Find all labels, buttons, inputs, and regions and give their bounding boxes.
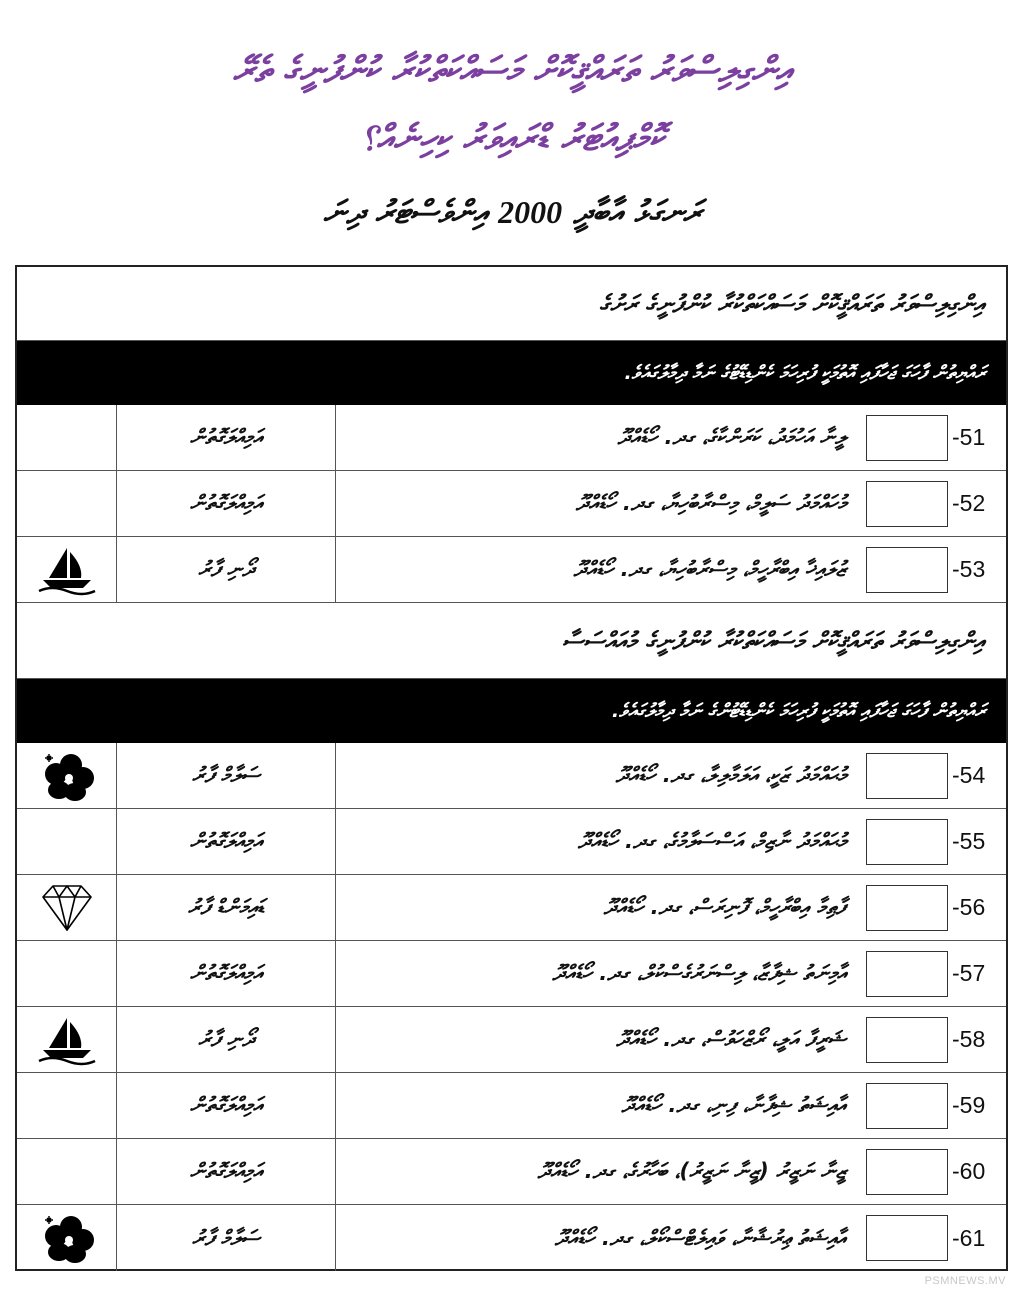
candidate-affiliation: ދޯނި ފާރު (117, 537, 336, 602)
vote-checkbox[interactable] (866, 819, 948, 865)
candidate-name: ޒުލައިޚާ އިބްރާހީމް، މިސްރާބުހިޔާ، ގދ. ހޯޑެއްދޫ (573, 557, 846, 581)
candidate-name: ޒީނާ ނަޒީރު (ޒީނާ ނަޒީރު)، ބަހާރުގެ، ގދ. ހޯޑެއްދޫ (537, 1159, 846, 1183)
section-2-instruction: ރައްޔިތުން ފާހަގަ ޖަހާފައި އޮތުމަކީ ފުރިހަމަ ކެންޑިޑޭޓުންގެ ނަމާ ދިމާލުގައެވެ. (17, 679, 1006, 743)
candidate-name: މުޙައްމަދު ނާޒިމް، އަސްސަލާމުގެ، ގދ. ހޯޑެއްދޫ (578, 829, 846, 853)
candidate-row (17, 471, 1006, 537)
vote-checkbox[interactable] (866, 415, 948, 461)
candidate-number: - 56 (952, 894, 986, 920)
candidate-name: މުހައްމަދު ސަލީމް، މިސްރާބުހިޔާ، ގދ. ހޯޑެއްދޫ (575, 491, 846, 515)
candidate-number: - 59 (952, 1092, 986, 1118)
candidate-affiliation: ޑައިމަންޑް ފާރު (117, 875, 336, 940)
ballot-sheet (15, 265, 1008, 1271)
section-2-heading: އިންގިލިސްވަރު ތަރައްޤީކޮށް މަސައްކަތްކުރާ ކުންފުނީގެ މުއައްސަސާ (17, 603, 1006, 679)
candidate-affiliation: އަމިއްލަގޮތުން (117, 405, 336, 470)
vote-checkbox[interactable] (866, 1083, 948, 1129)
vote-checkbox[interactable] (866, 1017, 948, 1063)
page-title: އިންގިލިސްވަރު ތަރައްޤީކޮށް މަސައްކަތްކުރާ ކުންފުނީގެ ތެރޭ (232, 50, 792, 91)
candidate-row (17, 941, 1006, 1007)
vote-checkbox[interactable] (866, 547, 948, 593)
symbol-cell (17, 1073, 117, 1138)
candidate-row (17, 1073, 1006, 1139)
section-1-instruction: ރައްޔިތުން ފާހަގަ ޖަހާފައި އޮތުމަކީ ފުރިހަމަ ކެންޑިޑޭޓުގެ ނަމާ ދިމާލުގައެވެ. (17, 341, 1006, 405)
subtitle-number: 2000 (498, 194, 563, 230)
vote-checkbox[interactable] (866, 951, 948, 997)
candidate-number: - 52 (952, 490, 986, 516)
candidate-row (17, 405, 1006, 471)
section-1-heading: އިންގިލިސްވަރު ތަރައްޤީކޮށް މަސައްކަތްކުރާ ކުންފުނީގެ ރަށުގެ (17, 267, 1006, 341)
diamond-icon (39, 883, 95, 933)
candidate-affiliation: ދޯނި ފާރު (117, 1007, 336, 1072)
candidate-affiliation: އަމިއްލަގޮތުން (117, 809, 336, 874)
symbol-cell (17, 471, 117, 536)
candidate-affiliation: އަމިއްލަގޮތުން (117, 1073, 336, 1138)
symbol-cell (17, 1205, 117, 1271)
symbol-cell (17, 875, 117, 940)
candidate-number: - 55 (952, 828, 986, 854)
candidate-number: - 53 (952, 556, 986, 582)
candidate-number: - 54 (952, 762, 986, 788)
candidate-name: އާއިޝަތު ޢިރުޝާނާ، ވައިލެޓްސްކޯލް، ގދ. ހޯޑެއްދޫ (554, 1225, 846, 1250)
watermark: PSMNEWS.MV (924, 1275, 1006, 1287)
candidate-affiliation: އަމިއްލަގޮތުން (117, 1139, 336, 1204)
page-title-line2: ކޮމްޕިއުޓަރު ޑްރައިވަރު ކިހިނެއް؟ (360, 118, 664, 159)
hibiscus-icon (39, 1212, 95, 1264)
candidate-name: ފާޠިމާ އިބްރާހީމް، ފޮނިރަސް، ގދ. ހޯޑެއްދޫ (603, 895, 846, 919)
candidate-affiliation: ސަލާމް ފާރު (117, 1205, 336, 1271)
candidate-affiliation: ސަލާމް ފާރު (117, 743, 336, 808)
page-subtitle (0, 193, 1024, 232)
symbol-cell (17, 537, 117, 602)
candidate-row (17, 1205, 1006, 1271)
vote-checkbox[interactable] (866, 885, 948, 931)
candidate-affiliation: އަމިއްލަގޮތުން (117, 941, 336, 1006)
vote-checkbox[interactable] (866, 1149, 948, 1195)
boat-icon (37, 544, 97, 596)
vote-checkbox[interactable] (866, 481, 948, 527)
candidate-affiliation: އަމިއްލަގޮތުން (117, 471, 336, 536)
candidate-name: އާމިނަތު ޝިފާޒާ، ލިސްނަރުގެސްކުލް، ގދ. ހޯޑެއްދޫ (552, 961, 846, 985)
candidate-number: - 57 (952, 960, 986, 986)
boat-icon (37, 1014, 97, 1066)
candidate-name: ލީނާ އަހުމަދު، ކަރަންކާގެ، ގދ. ހޯޑެއްދޫ (617, 425, 846, 449)
symbol-cell (17, 1139, 117, 1204)
symbol-cell (17, 809, 117, 874)
subtitle-prefix: ރަނގަޅު އާބާދީ (573, 193, 701, 231)
vote-checkbox[interactable] (866, 753, 948, 799)
candidate-number: - 60 (952, 1158, 986, 1184)
candidate-row (17, 1007, 1006, 1073)
symbol-cell (17, 743, 117, 808)
candidate-number: - 58 (952, 1026, 986, 1052)
symbol-cell (17, 941, 117, 1006)
symbol-cell (17, 405, 117, 470)
candidate-row (17, 1139, 1006, 1205)
hibiscus-icon (39, 750, 95, 802)
candidate-name: ޝަރީފާ އަލީ، ރޯޒްހަވުސް، ގދ. ހޯޑެއްދޫ (616, 1027, 846, 1051)
symbol-cell (17, 1007, 117, 1072)
candidate-number: - 61 (952, 1224, 986, 1251)
candidate-name: މުޙައްމަދު ޒަކީ، އަލަމާލިލާ، ގދ. ހޯޑެއްދޫ (615, 763, 846, 787)
candidate-row (17, 743, 1006, 809)
candidate-name: އާއިޝަތު ޝިފާނާ، ފިނި، ގދ. ހޯޑެއްދޫ (621, 1093, 846, 1117)
candidate-row (17, 809, 1006, 875)
candidate-number: - 51 (952, 424, 986, 450)
vote-checkbox[interactable] (866, 1215, 948, 1261)
candidate-row (17, 875, 1006, 941)
candidate-row (17, 537, 1006, 603)
subtitle-suffix: އިންވެސްޓަރު ދިނަ (323, 193, 487, 231)
